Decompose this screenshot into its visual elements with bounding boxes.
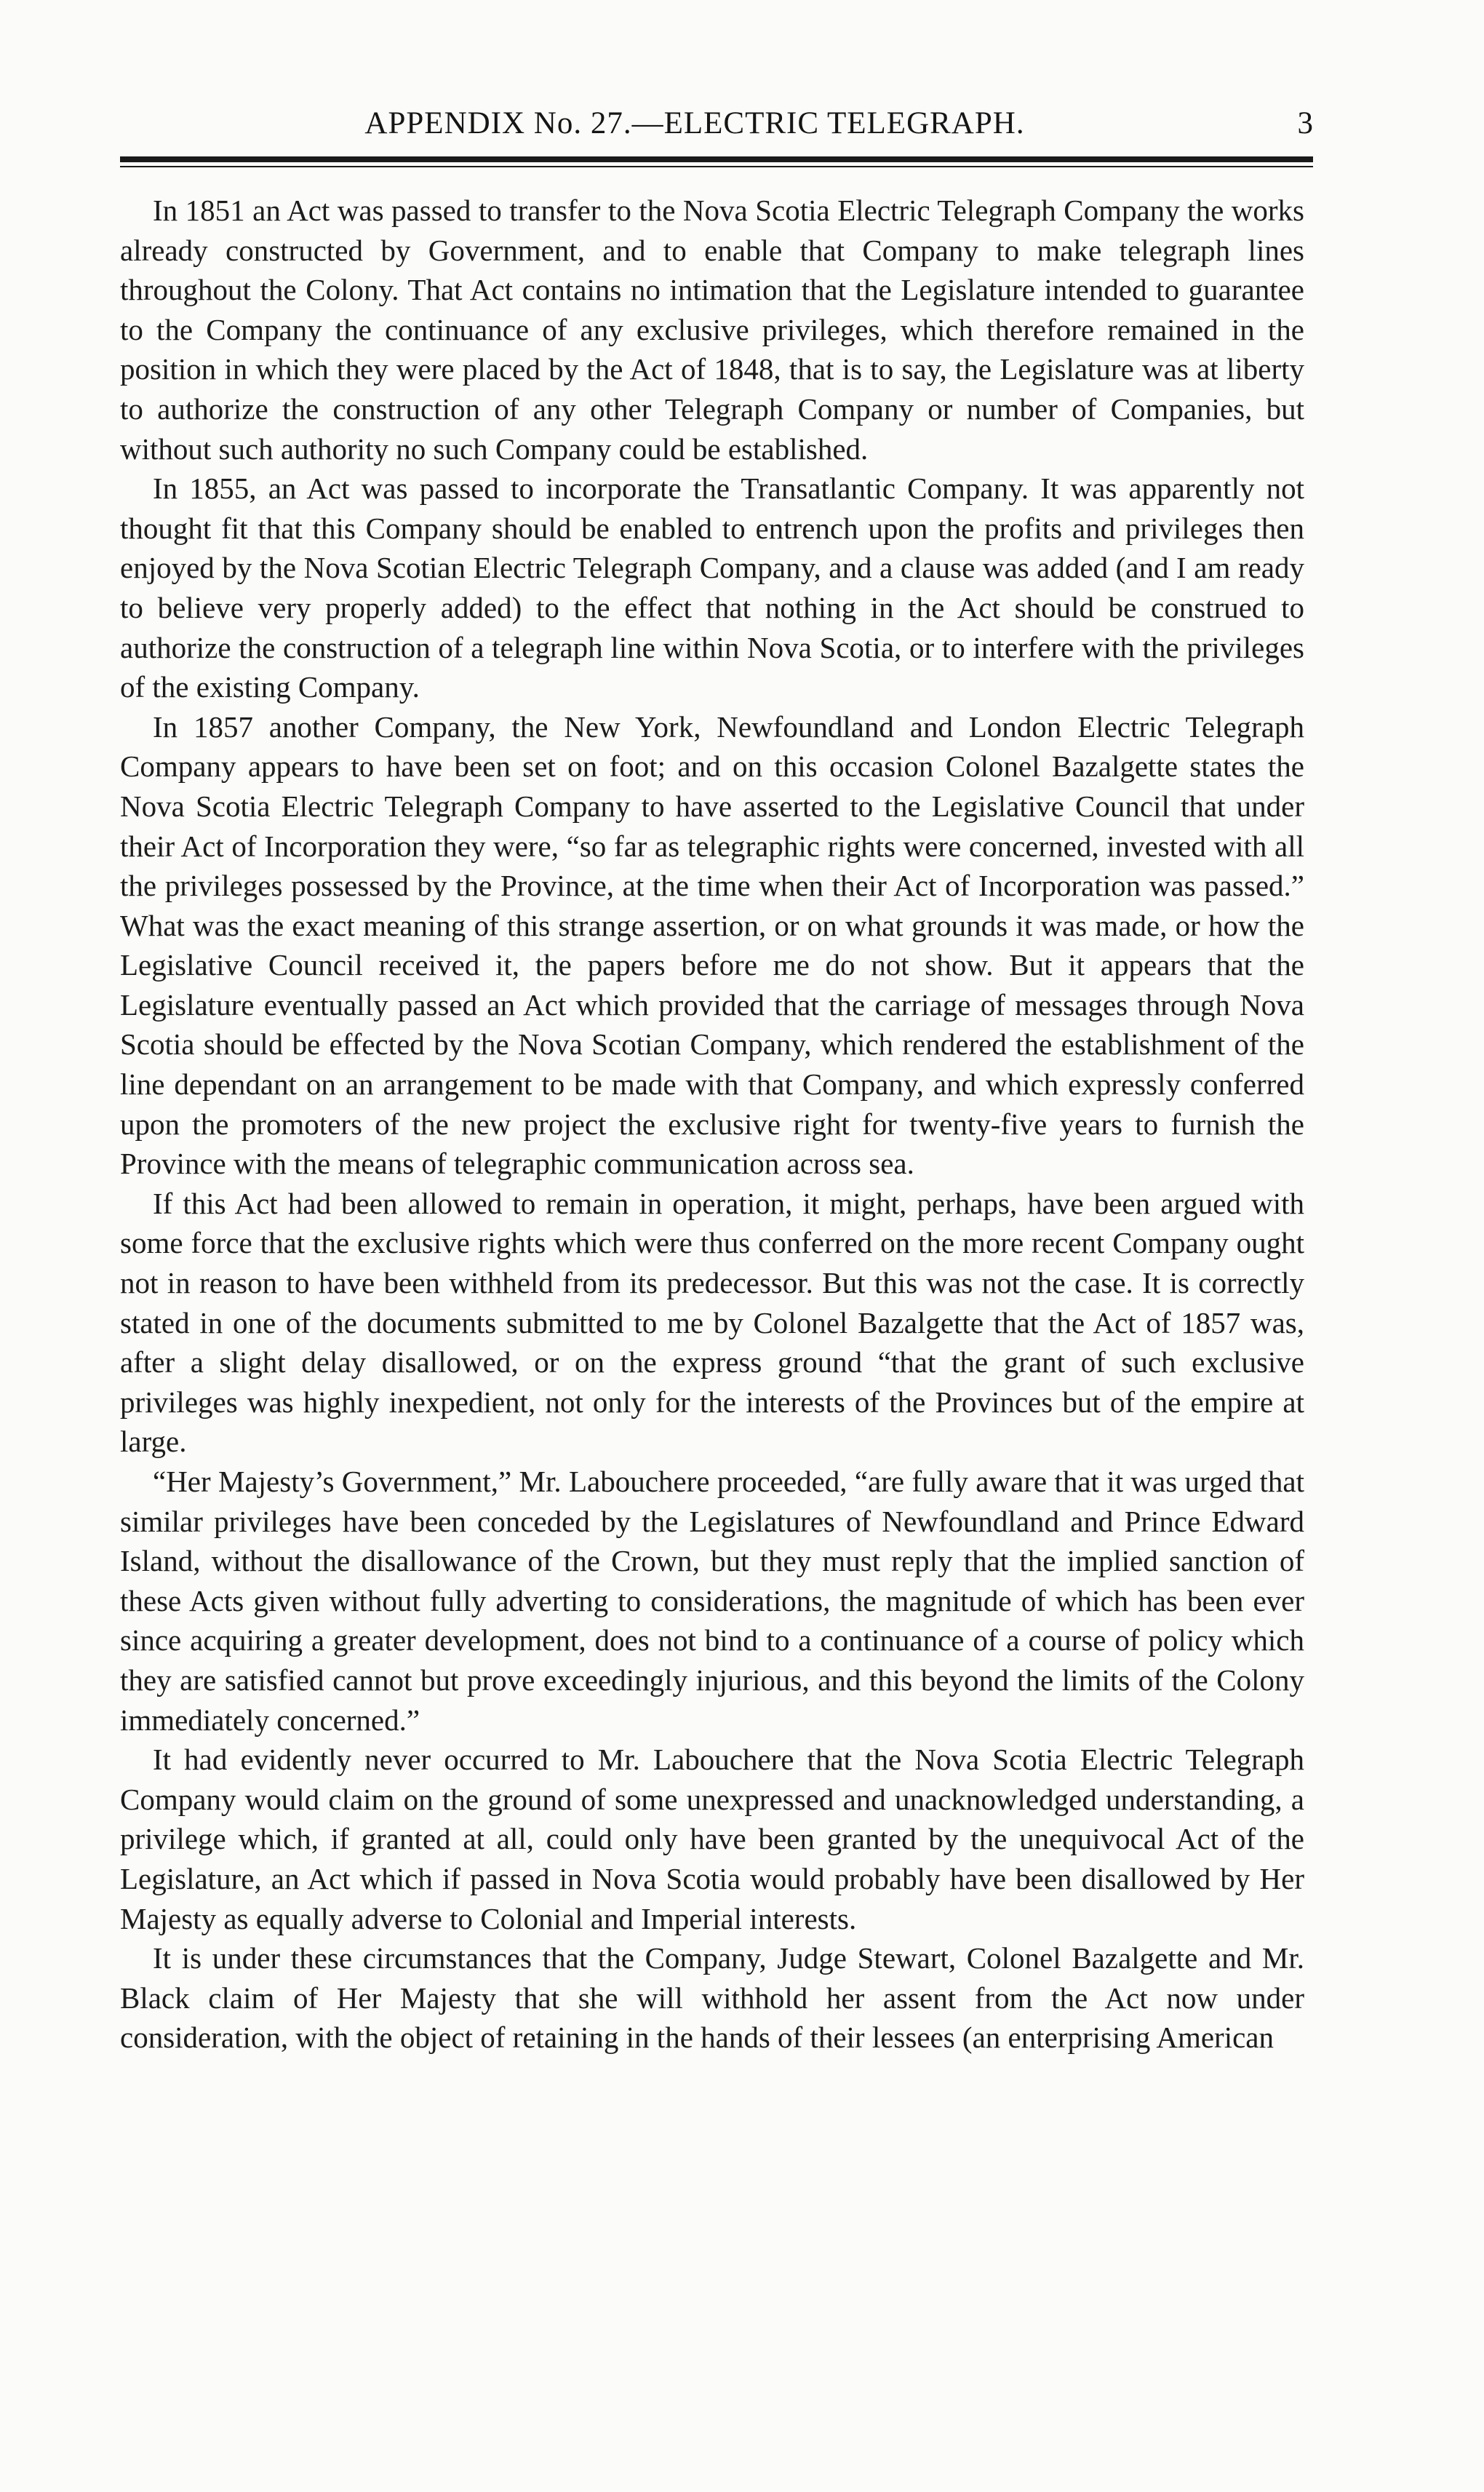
paragraph-labouchere-quote: “Her Majesty’s Government,” Mr. Labouchere proceeded, “are fully aware that it was urged that similar privileges have been conceded by the Legislatures of Newfoundland and Prince Edward Island, without the disallowance of the Crown, but they must reply that the implied sanction of these Acts given without fully adverting to considerations, the magnitude of which has been ever since acquiring a greater development, does not bind to a continuance of a course of policy which they are satisfied cannot but prove exceedingly injurious, and this beyond the limits of the Colony immediately concerned.” xyxy=(120,1465,1304,1737)
paragraph-1851-act: In 1851 an Act was passed to transfer to the Nova Scotia Electric Telegraph Company the works already constructed by Government, and to enable that Company to make telegraph lines throughout the Colony. That Act contains no intimation that the Legislature intended to guarantee to the Company the continuance of any exclusive privileges, which therefore remained in the position in which they were placed by the Act of 1848, that is to say, the Legislature was at liberty to authorize the construction of any other Telegraph Company or number of Companies, but without such authority no such Company could be established. xyxy=(120,194,1304,466)
header-rule-thin xyxy=(120,166,1313,167)
page-number: 3 xyxy=(1297,106,1313,140)
paragraph-never-occurred: It had evidently never occurred to Mr. Labouchere that the Nova Scotia Electric Telegraph Company would claim on the ground of some unexpressed and unacknowledged understanding, a privilege which, if granted at all, could only have been granted by the unequivocal Act of the Legislature, an Act which if passed in Nova Scotia would probably have been disallowed by Her Majesty as equally adverse to Colonial and Imperial interests. xyxy=(120,1743,1304,1935)
paragraph-act-disallowed: If this Act had been allowed to remain in operation, it might, perhaps, have been argued with some force that the exclusive rights which were thus conferred on the more recent Company ought not in reason to have been withheld from its predecessor. But this was not the case. It is correctly stated in one of the documents submitted to me by Colonel Bazalgette that the Act of 1857 was, after a slight delay disallowed, or on the express ground “that the grant of such exclusive privileges was highly inexpedient, not only for the interests of the Provinces but of the empire at large. xyxy=(120,1186,1304,1459)
paragraph-1855-act: In 1855, an Act was passed to incorporate the Transatlantic Company. It was apparently not thought fit that this Company should be enabled to entrench upon the profits and privileges then enjoyed by the Nova Scotian Electric Telegraph Company, and a clause was added (and I am ready to believe very properly added) to the effect that nothing in the Act should be construed to authorize the construction of a telegraph line within Nova Scotia, or to interfere with the privileges of the existing Company. xyxy=(120,471,1304,704)
paragraph-circumstances: It is under these circumstances that the Company, Judge Stewart, Colonel Bazalgette and Mr. Black claim of Her Majesty that she will withhold her assent from the Act now under consideration, with the object of retaining in the hands of their lessees (an enterprising American xyxy=(120,1941,1304,2055)
header-rule-thick xyxy=(120,156,1313,162)
paragraph-1857-company: In 1857 another Company, the New York, Newfoundland and London Electric Telegraph Company appears to have been set on foot; and on this occasion Colonel Bazalgette states the Nova Scotia Electric Telegraph Company to have asserted to the Legislative Council that under their Act of Incorporation they were, “so far as telegraphic rights were concerned, invested with all the privileges possessed by the Province, at the time when their Act of Incorporation was passed.” What was the exact meaning of this strange assertion, or on what grounds it was made, or how the Legislative Council received it, the papers before me do not show. But it appears that the Legislature eventually passed an Act which provided that the carriage of messages through Nova Scotia should be effected by the Nova Scotian Company, which rendered the establishment of the line dependant on an arrangement to be made with that Company, and which expressly conferred upon the promoters of the new project the exclusive right for twenty-five years to furnish the Province with the means of telegraphic communication across sea. xyxy=(120,709,1304,1181)
body-text xyxy=(120,191,1304,2058)
running-header xyxy=(120,102,1313,153)
header-title: APPENDIX No. 27.—ELECTRIC TELEGRAPH. xyxy=(364,106,1025,140)
